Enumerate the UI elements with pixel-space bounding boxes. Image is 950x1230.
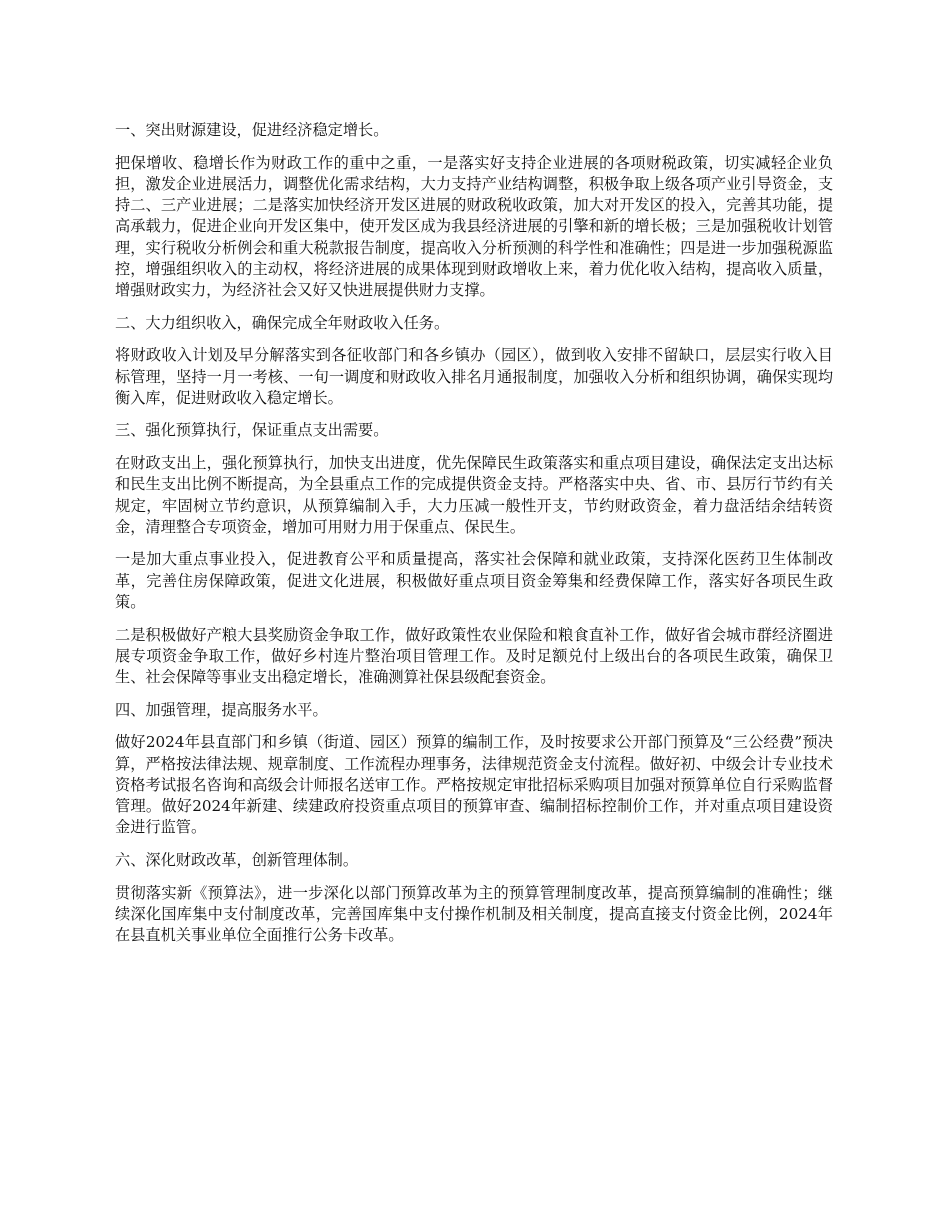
section-3-paragraph-3: 二是积极做好产粮大县奖励资金争取工作，做好政策性农业保险和粮食直补工作，做好省会城市群经济圈进展专项资金争取工作，做好乡村连片整治项目管理工作。及时足额兑付上级出台的各项民生政策，确保卫生、社会保障等事业支出稳定增长，准确测算社保县级配套资金。 [115, 625, 833, 686]
section-heading-2: 二、大力组织收入，确保完成全年财政收入任务。 [115, 313, 450, 332]
section-6-paragraph-1: 贯彻落实新《预算法》，进一步深化以部门预算改革为主的预算管理制度改革，提高预算编制的准确性；继续深化国库集中支付制度改革，完善国库集中支付操作机制及相关制度，提高直接支付资金比例，2024年在县直机关事业单位全面推行公务卡改革。 [115, 883, 833, 944]
section-heading-6: 六、深化财政改革，创新管理体制。 [115, 850, 358, 869]
section-1-paragraph-1: 把保增收、稳增长作为财政工作的重中之重，一是落实好支持企业进展的各项财税政策，切实减轻企业负担，激发企业进展活力，调整优化需求结构，大力支持产业结构调整，积极争取上级各项产业引导资金，支持二、三产业进展；二是落实加快经济开发区进展的财政税收政策，加大对开发区的投入，完善其功能，提高承载力，促进企业向开发区集中，使开发区成为我县经济进展的引擎和新的增长极；三是加强税收计划管理，实行税收分析例会和重大税款报告制度，提高收入分析预测的科学性和准确性；四是进一步加强税源监控，增强组织收入的主动权，将经济进展的成果体现到财政增收上来，着力优化收入结构，提高收入质量，增强财政实力，为经济社会又好又快进展提供财力支撑。 [115, 153, 833, 299]
section-heading-4: 四、加强管理，提高服务水平。 [115, 700, 328, 719]
section-3-paragraph-1: 在财政支出上，强化预算执行，加快支出进度，优先保障民生政策落实和重点项目建设，确保法定支出达标和民生支出比例不断提高，为全县重点工作的完成提供资金支持。严格落实中央、省、市、县厉行节约有关规定，牢固树立节约意识，从预算编制入手，大力压减一般性开支，节约财政资金，着力盘活结余结转资金，清理整合专项资金，增加可用财力用于保重点、保民生。 [115, 454, 833, 536]
document-body [115, 120, 833, 958]
section-heading-3: 三、强化预算执行，保证重点支出需要。 [115, 421, 389, 440]
section-4-paragraph-1: 做好2024年县直部门和乡镇（街道、园区）预算的编制工作，及时按要求公开部门预算及“三公经费”预决算，严格按法律法规、规章制度、工作流程办理事务，法律规范资金支付流程。做好初、中级会计专业技术资格考试报名咨询和高级会计师报名送审工作。严格按规定审批招标采购项目加强对预算单位自行采购监督管理。做好2024年新建、续建政府投资重点项目的预算审查、编制招标控制价工作，并对重点项目建设资金进行监管。 [115, 733, 833, 837]
section-3-paragraph-2: 一是加大重点事业投入，促进教育公平和质量提高，落实社会保障和就业政策，支持深化医药卫生体制改革，完善住房保障政策，促进文化进展，积极做好重点项目资金筹集和经费保障工作，落实好各项民生政策。 [115, 550, 833, 611]
section-heading-1: 一、突出财源建设，促进经济稳定增长。 [115, 121, 389, 139]
section-2-paragraph-1: 将财政收入计划及早分解落实到各征收部门和各乡镇办（园区），做到收入安排不留缺口，层层实行收入目标管理，坚持一月一考核、一旬一调度和财政收入排名月通报制度，加强收入分析和组织协调，确保实现均衡入库，促进财政收入稳定增长。 [115, 346, 833, 407]
